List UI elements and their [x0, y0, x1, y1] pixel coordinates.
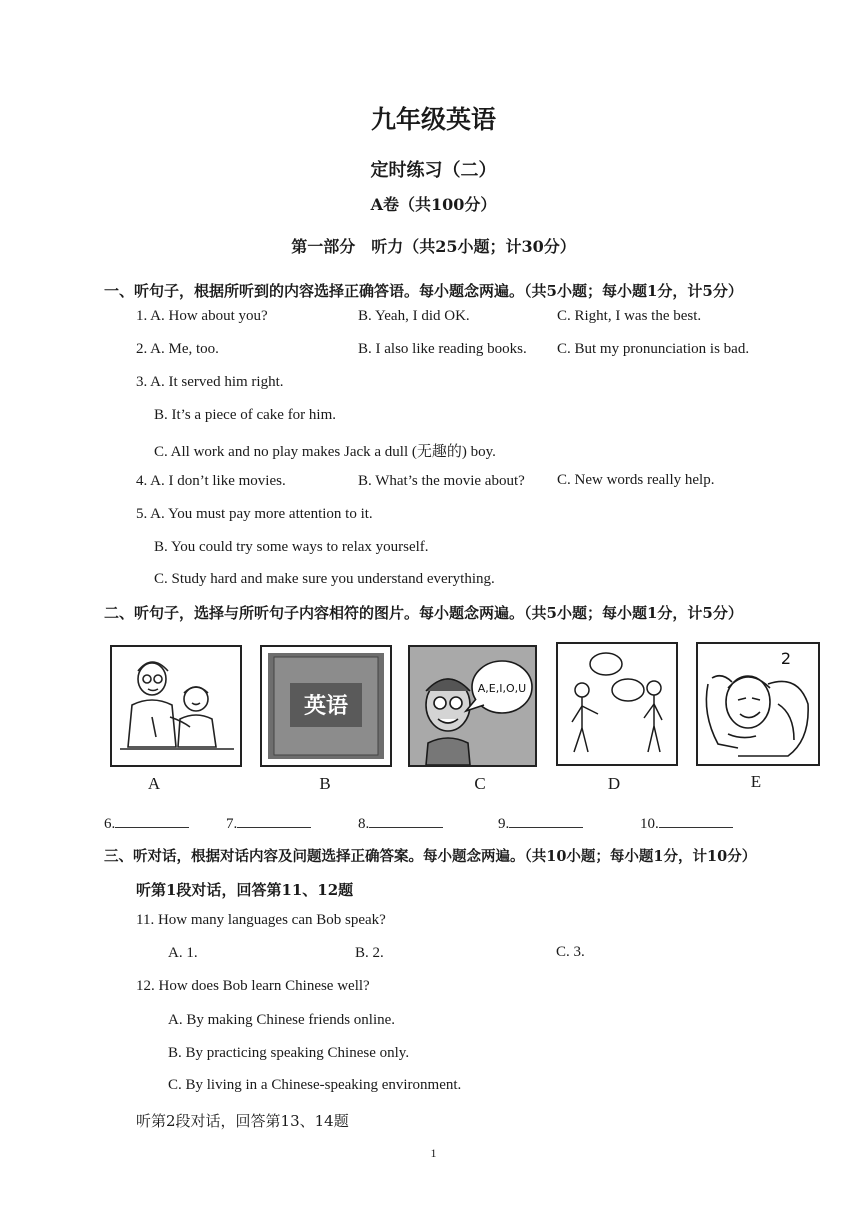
dialog2-heading: 听第2段对话，回答第13、14题 — [136, 1112, 349, 1130]
page-subtitle: 定时练习（二） — [370, 160, 497, 181]
vowels-speaker-illustration — [410, 647, 535, 765]
q11-option-a: A. 1. — [168, 945, 198, 961]
answer-blank-7[interactable] — [226, 813, 311, 833]
q1-option-b: B. Yeah, I did OK. — [358, 308, 470, 324]
blank-9-number: 9. — [498, 816, 510, 832]
blank-10-line[interactable] — [659, 813, 733, 828]
q4-option-b: B. What’s the movie about? — [358, 473, 525, 489]
page-title: 九年级英语 — [370, 105, 496, 134]
sleepy-person-illustration — [698, 644, 818, 764]
q4-option-c: C. New words really help. — [557, 472, 715, 488]
section1-heading: 一、听句子，根据所听到的内容选择正确答语。每小题念两遍。（共5小题；每小题1分，计5分） — [104, 282, 743, 300]
answer-blank-9[interactable] — [498, 813, 583, 833]
book-title: 英语 — [303, 694, 349, 719]
q5-option-a: 5. A. You must pay more attention to it. — [136, 506, 373, 522]
q5-option-c: C. Study hard and make sure you understand everything. — [154, 571, 495, 587]
q3-option-b: B. It’s a piece of cake for him. — [154, 407, 337, 423]
picture-c — [408, 645, 537, 767]
q4-option-a: 4. A. I don’t like movies. — [136, 473, 286, 489]
answer-blank-8[interactable] — [358, 813, 443, 833]
blank-6-number: 6. — [104, 816, 116, 832]
q3-option-a: 3. A. It served him right. — [136, 374, 284, 390]
picture-e-number: 2 — [780, 649, 792, 668]
blank-7-number: 7. — [226, 816, 238, 832]
part-heading: 第一部分 听力（共25小题；计30分） — [291, 237, 576, 256]
q1-option-a: 1. A. How about you? — [136, 308, 268, 324]
q12-option-a: A. By making Chinese friends online. — [168, 1012, 396, 1028]
picture-d-label: D — [607, 774, 621, 793]
picture-b — [260, 645, 392, 767]
dialog1-heading: 听第1段对话，回答第11、12题 — [136, 881, 354, 899]
picture-e-label: E — [750, 772, 762, 791]
blank-8-number: 8. — [358, 816, 370, 832]
q11-stem: 11. How many languages can Bob speak? — [136, 912, 386, 928]
q12-option-c: C. By living in a Chinese-speaking environment. — [168, 1077, 462, 1093]
two-people-talking-illustration — [558, 644, 676, 764]
q5-option-b: B. You could try some ways to relax yourself. — [154, 539, 429, 555]
paper-info: A卷（共100分） — [370, 195, 497, 214]
answer-blank-6[interactable] — [104, 813, 189, 833]
section2-heading: 二、听句子，选择与所听句子内容相符的图片。每小题念两遍。（共5小题；每小题1分，计5分） — [104, 604, 743, 622]
q11-option-c: C. 3. — [556, 944, 585, 960]
q2-option-b: B. I also like reading books. — [358, 341, 527, 357]
q2-option-a: 2. A. Me, too. — [136, 341, 219, 357]
speech-bubble-text: A,E,I,O,U — [477, 682, 527, 695]
answer-blank-10[interactable] — [640, 813, 733, 833]
blank-10-number: 10. — [640, 816, 659, 832]
q1-option-c: C. Right, I was the best. — [557, 308, 702, 324]
page-number: 1 — [430, 1146, 437, 1160]
picture-b-label: B — [319, 774, 331, 793]
picture-a — [110, 645, 242, 767]
blank-7-line[interactable] — [237, 813, 311, 828]
q2-option-c: C. But my pronunciation is bad. — [557, 341, 750, 357]
q12-stem: 12. How does Bob learn Chinese well? — [136, 978, 370, 994]
blank-9-line[interactable] — [509, 813, 583, 828]
section3-heading: 三、听对话，根据对话内容及问题选择正确答案。每小题念两遍。（共10小题；每小题1分，计10分） — [104, 848, 757, 865]
picture-d — [556, 642, 678, 766]
english-book-illustration — [262, 647, 390, 765]
picture-a-label: A — [147, 774, 161, 793]
q3-option-c: C. All work and no play makes Jack a dull (无趣的) boy. — [154, 444, 496, 460]
picture-c-label: C — [474, 774, 486, 793]
blank-6-line[interactable] — [115, 813, 189, 828]
blank-8-line[interactable] — [369, 813, 443, 828]
teacher-student-illustration — [112, 647, 240, 765]
q11-option-b: B. 2. — [355, 945, 384, 961]
picture-e — [696, 642, 820, 766]
q12-option-b: B. By practicing speaking Chinese only. — [168, 1045, 410, 1061]
